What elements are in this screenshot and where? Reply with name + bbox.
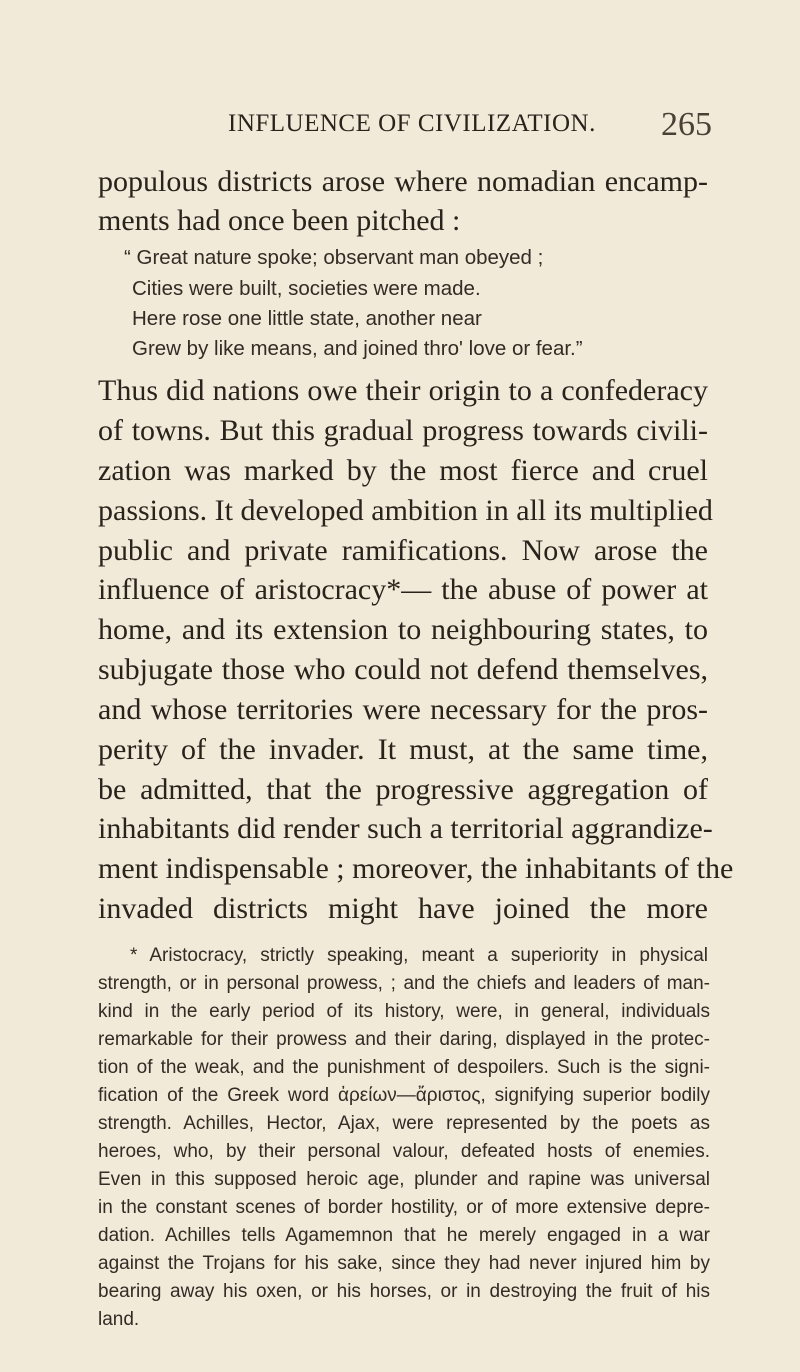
verse-line: Here rose one little state, another near bbox=[132, 307, 482, 330]
page-number: 265 bbox=[661, 106, 712, 143]
footnote-line: against the Trojans for his sake, since they had never injured him by bbox=[98, 1253, 710, 1274]
body-line: influence of aristocracy*— the abuse of power at bbox=[98, 573, 708, 606]
body-line: ment indispensable ; moreover, the inhabitants of the bbox=[98, 852, 734, 885]
footnote-line: tion of the weak, and the punishment of despoilers. Such is the signi- bbox=[98, 1057, 710, 1078]
footnote-line: kind in the early period of its history, were, in general, individuals bbox=[98, 1001, 710, 1022]
body-line: inhabitants did render such a territorial aggrandize- bbox=[98, 812, 713, 845]
body-line: of towns. But this gradual progress towards civili- bbox=[98, 414, 708, 447]
body-line: populous districts arose where nomadian encamp- bbox=[98, 165, 708, 198]
footnote-line: strength. Achilles, Hector, Ajax, were represented by the poets as bbox=[98, 1113, 710, 1134]
body-line: perity of the invader. It must, at the same time, bbox=[98, 733, 708, 766]
body-line: passions. It developed ambition in all its multiplied bbox=[98, 494, 713, 527]
body-line: home, and its extension to neighbouring states, to bbox=[98, 613, 708, 646]
footnote-line: fication of the Greek word ἀρείων—ἄριστος, signifying superior bodily bbox=[98, 1085, 710, 1106]
body-line: subjugate those who could not defend themselves, bbox=[98, 653, 708, 686]
footnote-line: heroes, who, by their personal valour, defeated hosts of enemies. bbox=[98, 1141, 710, 1162]
body-line: zation was marked by the most fierce and cruel bbox=[98, 454, 708, 487]
body-line: and whose territories were necessary for the pros- bbox=[98, 693, 708, 726]
running-title: INFLUENCE OF CIVILIZATION. bbox=[228, 110, 596, 137]
footnote-line: Even in this supposed heroic age, plunder and rapine was universal bbox=[98, 1169, 710, 1190]
footnote-line: in the constant scenes of border hostility, or of more extensive depre- bbox=[98, 1197, 710, 1218]
body-line: invaded districts might have joined the more bbox=[98, 892, 708, 925]
verse-line: “ Great nature spoke; observant man obeyed ; bbox=[124, 246, 544, 269]
footnote-line: remarkable for their prowess and their daring, displayed in the protec- bbox=[98, 1029, 710, 1050]
page-header bbox=[228, 106, 712, 146]
footnote-line: strength, or in personal prowess, ; and the chiefs and leaders of man- bbox=[98, 973, 710, 994]
footnote-line: land. bbox=[98, 1309, 140, 1330]
footnote-line: * Aristocracy, strictly speaking, meant a superiority in physical bbox=[130, 945, 708, 966]
verse-line: Cities were built, societies were made. bbox=[132, 277, 481, 300]
footnote-line: bearing away his oxen, or his horses, or in destroying the fruit of his bbox=[98, 1281, 710, 1302]
footnote-line: dation. Achilles tells Agamemnon that he merely engaged in a war bbox=[98, 1225, 710, 1246]
body-line: public and private ramifications. Now arose the bbox=[98, 534, 708, 567]
body-line: Thus did nations owe their origin to a confederacy bbox=[98, 374, 708, 407]
body-line: ments had once been pitched : bbox=[98, 204, 461, 237]
body-line: be admitted, that the progressive aggregation of bbox=[98, 773, 708, 806]
verse-line: Grew by like means, and joined thro' love or fear.” bbox=[132, 337, 583, 360]
